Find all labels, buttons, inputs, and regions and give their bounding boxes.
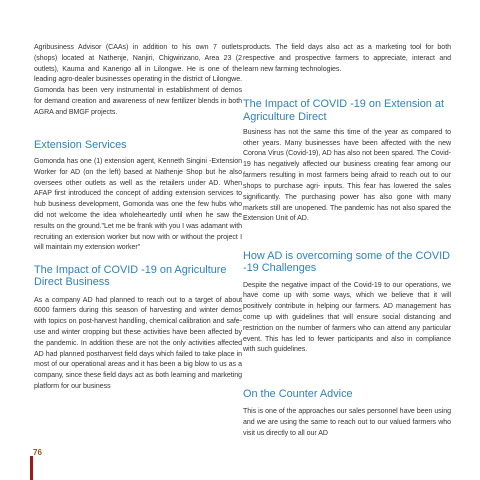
overcoming-challenges-heading: How AD is overcoming some of the COVID -19 Challenges <box>243 250 450 275</box>
counter-advice-heading: On the Counter Advice <box>243 388 353 401</box>
impact-on-extension-heading: The Impact of COVID -19 on Extension at Agriculture Direct <box>243 98 444 123</box>
extension-services-paragraph: Gomonda has one (1) extension agent, Kenneth Singini -Extension Worker for AD (on the left) based at Nathenje Shop but he also oversees other outlets as well as the retailers under AD. When AFAP first introduced the concept of adding extension services to hub business development, Gomonda was one the few hubs who did not welcome the idea wholeheartedly until when he saw the results on the ground."Let me be frank with you I was adamant with recruiting an extension worker but now with or without the project I will maintain my extension worker" <box>34 157 242 252</box>
page-number: 76 <box>33 448 42 457</box>
counter-advice-paragraph: This is one of the approaches our sales personnel have been using and we are using the same to reach out to our valued farmers who visit us directly to all our AD <box>243 408 451 438</box>
intro-paragraph: Agribusiness Advisor (CAAs) in addition to his own 7 outlets (shops) located at Nathenje, Nanjiri, Chigwirizano, Area 23 (2 outlets), Kauma and Kanengo all in Lilongwe. He is one of the leading agro-dealer businesses operating in the district of Lilongwe. Gomonda has been very instrumental in establishment of demos for demand creation and awareness of new fertilizer blends in both AGRA and BMGF projects. <box>34 44 242 116</box>
continuation-paragraph: products. The field days also act as a marketing tool for both respective and prospective farmers to appreciate, interact and learn new farming technologies. <box>243 44 451 73</box>
extension-services-heading: Extension Services <box>34 138 127 151</box>
impact-on-extension-paragraph: Business has not the same this time of the year as compared to other years. Many businesses have been affected with the new Corona Virus (Covid-19), AD has also not been spared. The Covid-19 has negatively affected our business creating fear among our farmers resulting in most farmers being afraid to reach out to our shops to purchase agri- inputs. This fear has lowered the sales significantly. The purchasing power has also gone with many markets still are unopened. The pandemic has not also spared the Extension Unit of AD. <box>243 128 451 223</box>
left-column <box>34 0 242 393</box>
footer-accent-bar <box>30 456 33 480</box>
right-column <box>243 0 451 440</box>
overcoming-challenges-paragraph: Despite the negative impact of the Covid-19 to our operations, we have come up with some ways, which we believe that it will positively contribute in helping our farmers. AD management has come up with guidelines that will ensure social distancing and restriction on the number of farmers who can attend any particular event. This has led to fewer participants and also in compliance with such guidelines. <box>243 281 451 354</box>
impact-on-ag-direct-heading: The Impact of COVID -19 on Agriculture Direct Business <box>34 264 227 289</box>
impact-on-ag-direct-paragraph: As a company AD had planned to reach out to a target of about 6000 farmers during this season of harvesting and winter demos with topics on post-harvest handling, chemical calibration and safe-use and winter cropping but these activities have been affected by the pandemic. In addition these are not the only activities affected AD had planned postharvest field days which failed to take place in most of our operational areas and it has been a big blow to us as a company, since these field days act as both learning and marketing platform for our business <box>34 296 242 391</box>
